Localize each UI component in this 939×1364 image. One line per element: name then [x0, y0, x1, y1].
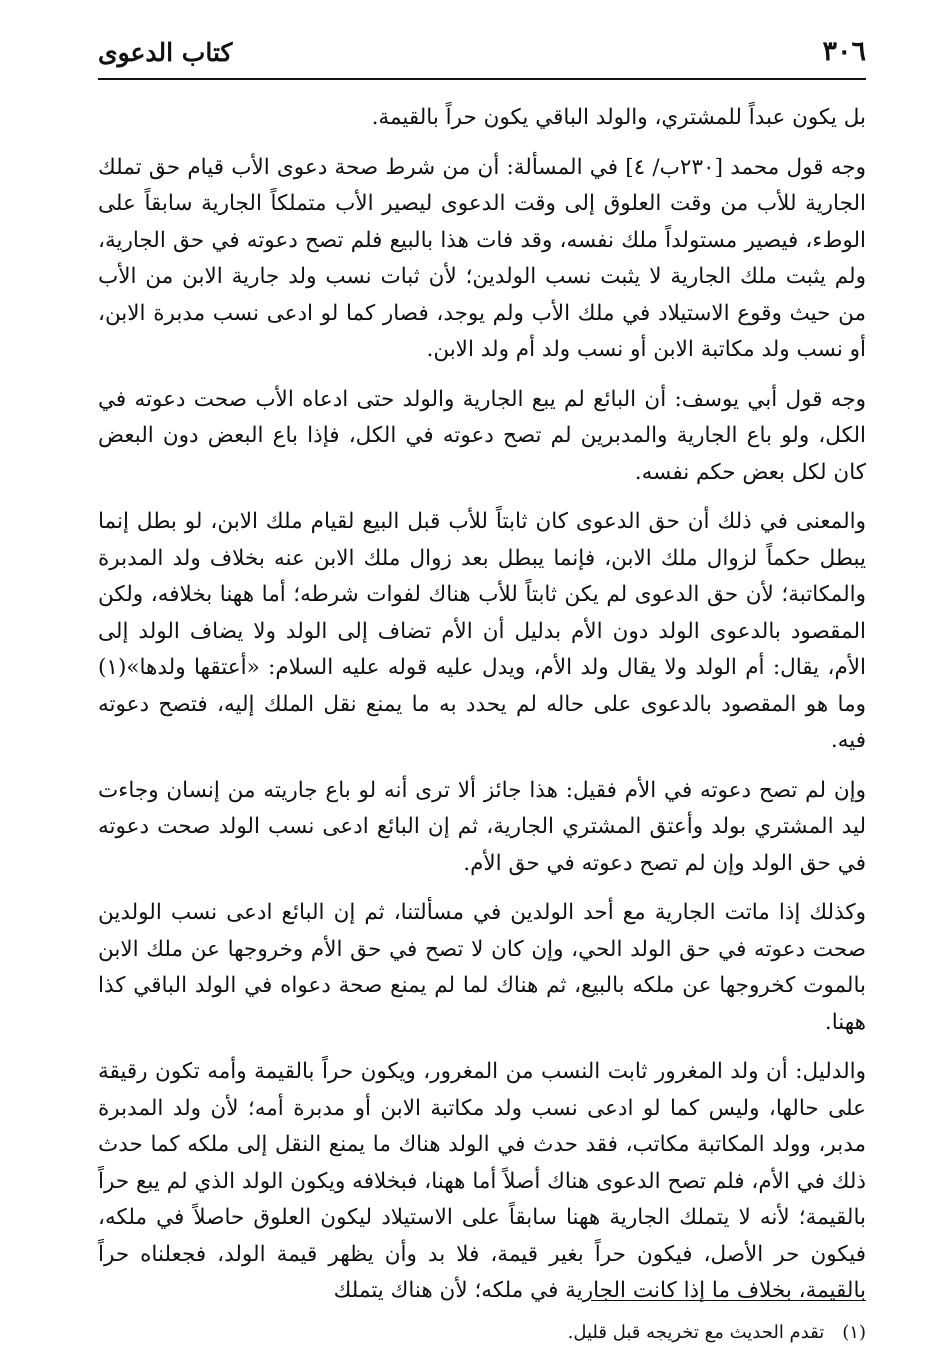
- paragraph: وجه قول أبي يوسف: أن البائع لم يبع الجارية والولد حتى ادعاه الأب صحت دعوته في الكل، ولو باع الجارية والمدبرين لم تصح دعوته في الكل، فإذا باع البعض دون البعض كان لكل بعض حكم نفسه.: [98, 386, 866, 485]
- footnote-divider: [591, 1300, 866, 1301]
- header-divider: [98, 78, 866, 80]
- paragraph: والمعنى في ذلك أن حق الدعوى كان ثابتاً للأب قبل البيع لقيام ملك الابن، لو بطل إنما يبطل حكماً لزوال ملك الابن، فإنما يبطل بعد زوال ملك الابن عنه بخلاف ولد المدبرة والمكاتبة؛ لأن حق الدعوى لم يكن ثابتاً للأب هناك لفوات شرطه؛ أما ههنا بخلافه، ولكن المقصود بالدعوى الولد دون الأم بدليل أن الأم تضاف إلى الولد ولا يضاف الولد إلى الأم، يقال: أم الولد ولا يقال ولد الأم، ويدل عليه قوله عليه السلام: «أعتقها ولدها»(١) وما هو المقصود بالدعوى على حاله لم يحدد به ما يمنع نقل الملك إليه، فتصح دعوته فيه.: [98, 509, 866, 753]
- footnote: [366, 1320, 866, 1346]
- paragraph: وكذلك إذا ماتت الجارية مع أحد الولدين في مسألتنا، ثم إن البائع ادعى نسب الولدين صحت دعوته في حق الولد الحي، وإن كان لا تصح في حق الأم وخروجها عن ملك الابن بالموت كخروجها عن ملكه بالبيع، ثم هناك لما لم يمنع صحة دعواه في الولد الباقي كذا ههنا.: [98, 900, 866, 1035]
- running-title: كتاب الدعوى: [98, 38, 233, 67]
- main-text: [98, 100, 866, 1323]
- paragraph: وإن لم تصح دعوته في الأم فقيل: هذا جائز ألا ترى أنه لو باع جاريته من إنسان وجاءت ليد المشتري بولد وأعتق المشتري الجارية، ثم إن البائع ادعى نسب الولد صحت دعوته في حق الولد وإن لم تصح دعوته في حق الأم.: [98, 777, 866, 876]
- page-header: [98, 30, 866, 78]
- paragraph: وجه قول محمد [٢٣٠ب/ ٤] في المسألة: أن من شرط صحة دعوى الأب قيام حق تملك الجارية للأب من وقت العلوق إلى وقت الدعوى ليصير الأب متملكاً الجارية سابقاً على الوطء، فيصير مستولداً ملك نفسه، وقد فات هذا بالبيع فلم تصح دعوته في حق الجارية، ولم يثبت ملك الجارية لا يثبت نسب الولدين؛ لأن ثبات نسب ولد جارية الابن من الأب من حيث وقوع الاستيلاد في ملك الأب ولم يوجد، فصار كما لو ادعى نسب مدبرة الابن، أو نسب ولد مكاتبة الابن أو نسب ولد أم ولد الابن.: [98, 154, 866, 362]
- footnote-text: تقدم الحديث مع تخريجه قبل قليل.: [567, 1322, 825, 1343]
- paragraph: والدليل: أن ولد المغرور ثابت النسب من المغرور، ويكون حراً بالقيمة وأمه تكون رقيقة على حالها، وليس كما لو ادعى نسب ولد مكاتبة الابن أو مدبرة أمه؛ لأن ولد المدبرة مدبر، وولد المكاتبة مكاتب، فقد حدث في الولد هناك ما يمنع النقل إلى ملكه كما حدث ذلك في الأم، فلم تصح الدعوى هناك أصلاً أما ههنا، فبخلافه ويكون الولد الذي لم يبع حراً بالقيمة؛ لأنه لا يتملك الجارية ههنا سابقاً على الاستيلاد ليكون العلوق حاصلاً في ملكه، فيكون حر الأصل، فيكون حراً بغير قيمة، فلا بد وأن يظهر قيمة الولد، فجعلناه حراً بالقيمة، بخلاف ما إذا كانت الجارية في ملكه؛ لأن هناك يتملك: [98, 1059, 866, 1303]
- footnote-marker: (١): [842, 1322, 866, 1343]
- page-number: ٣٠٦: [822, 36, 866, 67]
- paragraph: بل يكون عبداً للمشتري، والولد الباقي يكون حراً بالقيمة.: [371, 105, 866, 130]
